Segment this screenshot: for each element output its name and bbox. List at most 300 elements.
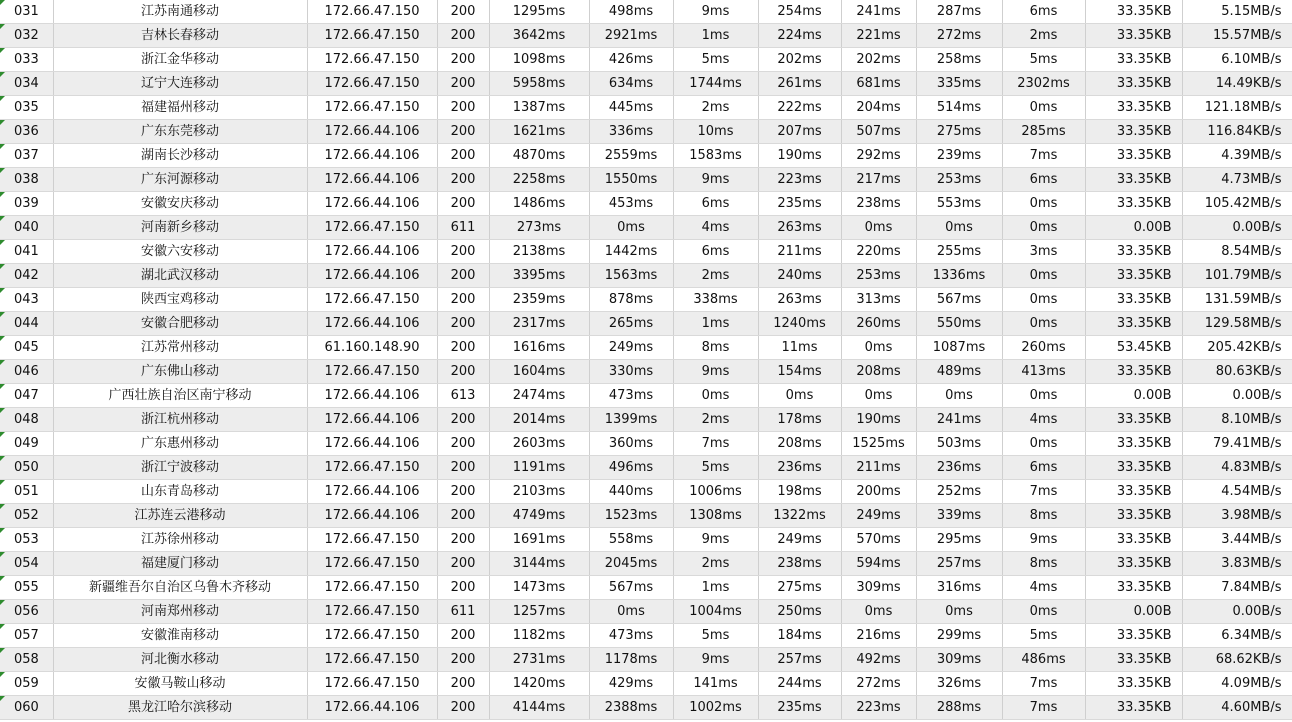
download-speed: 4.09MB/s (1182, 672, 1292, 696)
download-size: 33.35KB (1085, 432, 1182, 456)
download-speed: 4.54MB/s (1182, 480, 1292, 504)
http-status: 200 (437, 312, 489, 336)
redirect-time: 7ms (1002, 480, 1085, 504)
http-status: 200 (437, 408, 489, 432)
resolved-ip: 172.66.47.150 (307, 528, 437, 552)
ssl-time: 0ms (841, 384, 916, 408)
download-size: 33.35KB (1085, 456, 1182, 480)
download-size: 33.35KB (1085, 24, 1182, 48)
resolved-ip: 61.160.148.90 (307, 336, 437, 360)
resolved-ip: 172.66.44.106 (307, 312, 437, 336)
table-row[interactable] (0, 552, 1292, 576)
ssl-time: 0ms (841, 600, 916, 624)
node-name: 江苏南通移动 (53, 0, 307, 24)
http-status: 200 (437, 192, 489, 216)
redirect-time: 0ms (1002, 312, 1085, 336)
connect-time: 2ms (673, 408, 758, 432)
connect-time: 1ms (673, 24, 758, 48)
download-time: 0ms (916, 600, 1002, 624)
resolve-time: 445ms (589, 96, 673, 120)
resolve-time: 330ms (589, 360, 673, 384)
table-row[interactable] (0, 624, 1292, 648)
http-status: 200 (437, 96, 489, 120)
download-speed: 6.34MB/s (1182, 624, 1292, 648)
total-time: 3144ms (489, 552, 589, 576)
ssl-time: 216ms (841, 624, 916, 648)
download-speed: 4.73MB/s (1182, 168, 1292, 192)
row-id: 056 (0, 600, 53, 624)
first-byte-time: 11ms (758, 336, 841, 360)
first-byte-time: 250ms (758, 600, 841, 624)
download-speed: 116.84KB/s (1182, 120, 1292, 144)
total-time: 1191ms (489, 456, 589, 480)
connect-time: 338ms (673, 288, 758, 312)
table-row[interactable] (0, 96, 1292, 120)
connect-time: 9ms (673, 648, 758, 672)
download-size: 33.35KB (1085, 480, 1182, 504)
download-size: 33.35KB (1085, 288, 1182, 312)
row-id: 051 (0, 480, 53, 504)
node-name: 吉林长春移动 (53, 24, 307, 48)
node-name: 浙江金华移动 (53, 48, 307, 72)
download-time: 239ms (916, 144, 1002, 168)
ssl-time: 208ms (841, 360, 916, 384)
download-time: 514ms (916, 96, 1002, 120)
first-byte-time: 0ms (758, 384, 841, 408)
ssl-time: 681ms (841, 72, 916, 96)
ssl-time: 204ms (841, 96, 916, 120)
first-byte-time: 240ms (758, 264, 841, 288)
ssl-time: 0ms (841, 216, 916, 240)
redirect-time: 260ms (1002, 336, 1085, 360)
total-time: 1295ms (489, 0, 589, 24)
resolve-time: 1442ms (589, 240, 673, 264)
download-size: 53.45KB (1085, 336, 1182, 360)
row-id: 043 (0, 288, 53, 312)
resolved-ip: 172.66.47.150 (307, 0, 437, 24)
table-row[interactable] (0, 648, 1292, 672)
ssl-time: 272ms (841, 672, 916, 696)
node-name: 安徽安庆移动 (53, 192, 307, 216)
http-status: 200 (437, 528, 489, 552)
http-status: 200 (437, 360, 489, 384)
table-row[interactable] (0, 576, 1292, 600)
row-id: 044 (0, 312, 53, 336)
http-status: 200 (437, 576, 489, 600)
table-row[interactable] (0, 144, 1292, 168)
ssl-time: 238ms (841, 192, 916, 216)
http-status: 200 (437, 24, 489, 48)
row-id: 033 (0, 48, 53, 72)
redirect-time: 9ms (1002, 528, 1085, 552)
first-byte-time: 263ms (758, 288, 841, 312)
row-id: 036 (0, 120, 53, 144)
first-byte-time: 235ms (758, 696, 841, 720)
total-time: 3642ms (489, 24, 589, 48)
download-size: 33.35KB (1085, 360, 1182, 384)
download-time: 257ms (916, 552, 1002, 576)
row-id: 047 (0, 384, 53, 408)
http-status: 200 (437, 624, 489, 648)
table-row[interactable] (0, 72, 1292, 96)
resolve-time: 634ms (589, 72, 673, 96)
node-name: 安徽六安移动 (53, 240, 307, 264)
node-name: 广东东莞移动 (53, 120, 307, 144)
download-speed: 7.84MB/s (1182, 576, 1292, 600)
first-byte-time: 207ms (758, 120, 841, 144)
resolved-ip: 172.66.47.150 (307, 72, 437, 96)
redirect-time: 7ms (1002, 144, 1085, 168)
redirect-time: 7ms (1002, 672, 1085, 696)
download-time: 275ms (916, 120, 1002, 144)
node-name: 辽宁大连移动 (53, 72, 307, 96)
node-name: 安徽淮南移动 (53, 624, 307, 648)
download-speed: 15.57MB/s (1182, 24, 1292, 48)
http-status: 200 (437, 0, 489, 24)
redirect-time: 0ms (1002, 216, 1085, 240)
download-speed: 6.10MB/s (1182, 48, 1292, 72)
resolved-ip: 172.66.44.106 (307, 264, 437, 288)
download-size: 0.00B (1085, 600, 1182, 624)
first-byte-time: 261ms (758, 72, 841, 96)
table-row[interactable] (0, 0, 1292, 24)
total-time: 1621ms (489, 120, 589, 144)
total-time: 1473ms (489, 576, 589, 600)
row-id: 057 (0, 624, 53, 648)
http-status: 200 (437, 120, 489, 144)
download-time: 299ms (916, 624, 1002, 648)
download-time: 295ms (916, 528, 1002, 552)
download-time: 0ms (916, 384, 1002, 408)
redirect-time: 0ms (1002, 264, 1085, 288)
connect-time: 1004ms (673, 600, 758, 624)
connect-time: 5ms (673, 456, 758, 480)
redirect-time: 0ms (1002, 600, 1085, 624)
resolved-ip: 172.66.44.106 (307, 144, 437, 168)
http-status: 611 (437, 600, 489, 624)
redirect-time: 486ms (1002, 648, 1085, 672)
redirect-time: 5ms (1002, 624, 1085, 648)
total-time: 5958ms (489, 72, 589, 96)
ssl-time: 253ms (841, 264, 916, 288)
ssl-time: 223ms (841, 696, 916, 720)
ssl-time: 217ms (841, 168, 916, 192)
resolve-time: 1563ms (589, 264, 673, 288)
download-speed: 129.58MB/s (1182, 312, 1292, 336)
row-id: 045 (0, 336, 53, 360)
first-byte-time: 224ms (758, 24, 841, 48)
download-time: 1336ms (916, 264, 1002, 288)
download-time: 1087ms (916, 336, 1002, 360)
redirect-time: 0ms (1002, 192, 1085, 216)
download-size: 33.35KB (1085, 168, 1182, 192)
download-speed: 8.54MB/s (1182, 240, 1292, 264)
redirect-time: 8ms (1002, 504, 1085, 528)
row-id: 053 (0, 528, 53, 552)
download-time: 489ms (916, 360, 1002, 384)
table-row[interactable] (0, 192, 1292, 216)
http-status: 200 (437, 696, 489, 720)
http-status: 200 (437, 672, 489, 696)
download-speed: 0.00B/s (1182, 216, 1292, 240)
ssl-time: 594ms (841, 552, 916, 576)
download-speed: 79.41MB/s (1182, 432, 1292, 456)
row-id: 041 (0, 240, 53, 264)
table-row[interactable] (0, 456, 1292, 480)
download-size: 33.35KB (1085, 240, 1182, 264)
table-row[interactable] (0, 336, 1292, 360)
row-id: 031 (0, 0, 53, 24)
download-size: 33.35KB (1085, 504, 1182, 528)
node-name: 黑龙江哈尔滨移动 (53, 696, 307, 720)
connect-time: 2ms (673, 264, 758, 288)
table-row[interactable] (0, 312, 1292, 336)
total-time: 1604ms (489, 360, 589, 384)
connect-time: 2ms (673, 96, 758, 120)
table-row[interactable] (0, 696, 1292, 720)
ssl-time: 0ms (841, 336, 916, 360)
resolved-ip: 172.66.47.150 (307, 216, 437, 240)
download-time: 503ms (916, 432, 1002, 456)
connect-time: 1308ms (673, 504, 758, 528)
download-speed: 8.10MB/s (1182, 408, 1292, 432)
row-id: 040 (0, 216, 53, 240)
resolved-ip: 172.66.47.150 (307, 576, 437, 600)
connect-time: 1ms (673, 576, 758, 600)
table-row[interactable] (0, 168, 1292, 192)
total-time: 1182ms (489, 624, 589, 648)
download-time: 335ms (916, 72, 1002, 96)
connect-time: 1744ms (673, 72, 758, 96)
total-time: 2474ms (489, 384, 589, 408)
ssl-time: 313ms (841, 288, 916, 312)
resolved-ip: 172.66.47.150 (307, 48, 437, 72)
row-id: 039 (0, 192, 53, 216)
resolve-time: 1550ms (589, 168, 673, 192)
download-size: 33.35KB (1085, 312, 1182, 336)
first-byte-time: 254ms (758, 0, 841, 24)
download-speed: 68.62KB/s (1182, 648, 1292, 672)
http-status: 200 (437, 504, 489, 528)
http-status: 200 (437, 168, 489, 192)
node-name: 江苏常州移动 (53, 336, 307, 360)
total-time: 2317ms (489, 312, 589, 336)
first-byte-time: 184ms (758, 624, 841, 648)
table-row[interactable] (0, 408, 1292, 432)
ssl-time: 241ms (841, 0, 916, 24)
table-row[interactable] (0, 216, 1292, 240)
resolve-time: 2559ms (589, 144, 673, 168)
download-time: 288ms (916, 696, 1002, 720)
http-status: 200 (437, 288, 489, 312)
ssl-time: 492ms (841, 648, 916, 672)
table-row[interactable] (0, 528, 1292, 552)
redirect-time: 0ms (1002, 432, 1085, 456)
download-speed: 4.39MB/s (1182, 144, 1292, 168)
node-name: 广西壮族自治区南宁移动 (53, 384, 307, 408)
resolve-time: 249ms (589, 336, 673, 360)
redirect-time: 0ms (1002, 96, 1085, 120)
table-row[interactable] (0, 240, 1292, 264)
download-speed: 105.42MB/s (1182, 192, 1292, 216)
table-row[interactable] (0, 384, 1292, 408)
http-status: 200 (437, 552, 489, 576)
download-size: 33.35KB (1085, 576, 1182, 600)
resolved-ip: 172.66.44.106 (307, 432, 437, 456)
resolve-time: 440ms (589, 480, 673, 504)
table-row[interactable] (0, 360, 1292, 384)
connect-time: 141ms (673, 672, 758, 696)
first-byte-time: 263ms (758, 216, 841, 240)
resolve-time: 265ms (589, 312, 673, 336)
resolved-ip: 172.66.47.150 (307, 360, 437, 384)
resolve-time: 1523ms (589, 504, 673, 528)
download-time: 255ms (916, 240, 1002, 264)
resolved-ip: 172.66.47.150 (307, 552, 437, 576)
row-id: 046 (0, 360, 53, 384)
download-time: 316ms (916, 576, 1002, 600)
redirect-time: 2302ms (1002, 72, 1085, 96)
redirect-time: 6ms (1002, 456, 1085, 480)
row-id: 052 (0, 504, 53, 528)
total-time: 2258ms (489, 168, 589, 192)
http-status: 200 (437, 144, 489, 168)
resolved-ip: 172.66.44.106 (307, 384, 437, 408)
download-time: 252ms (916, 480, 1002, 504)
ssl-time: 260ms (841, 312, 916, 336)
connect-time: 1583ms (673, 144, 758, 168)
row-id: 035 (0, 96, 53, 120)
total-time: 2731ms (489, 648, 589, 672)
resolve-time: 567ms (589, 576, 673, 600)
download-size: 33.35KB (1085, 696, 1182, 720)
download-size: 33.35KB (1085, 528, 1182, 552)
redirect-time: 3ms (1002, 240, 1085, 264)
node-name: 河南新乡移动 (53, 216, 307, 240)
table-row[interactable] (0, 48, 1292, 72)
download-speed: 3.83MB/s (1182, 552, 1292, 576)
http-status: 200 (437, 480, 489, 504)
download-time: 241ms (916, 408, 1002, 432)
row-id: 038 (0, 168, 53, 192)
total-time: 1257ms (489, 600, 589, 624)
table-row[interactable] (0, 480, 1292, 504)
total-time: 2359ms (489, 288, 589, 312)
resolved-ip: 172.66.47.150 (307, 600, 437, 624)
download-size: 33.35KB (1085, 120, 1182, 144)
resolved-ip: 172.66.44.106 (307, 192, 437, 216)
node-name: 陕西宝鸡移动 (53, 288, 307, 312)
download-time: 258ms (916, 48, 1002, 72)
connect-time: 2ms (673, 552, 758, 576)
node-name: 江苏连云港移动 (53, 504, 307, 528)
ssl-time: 190ms (841, 408, 916, 432)
connect-time: 7ms (673, 432, 758, 456)
row-id: 055 (0, 576, 53, 600)
resolve-time: 0ms (589, 216, 673, 240)
node-name: 广东河源移动 (53, 168, 307, 192)
ssl-time: 309ms (841, 576, 916, 600)
connect-time: 9ms (673, 528, 758, 552)
row-id: 050 (0, 456, 53, 480)
resolve-time: 429ms (589, 672, 673, 696)
row-id: 034 (0, 72, 53, 96)
connect-time: 1ms (673, 312, 758, 336)
resolve-time: 2388ms (589, 696, 673, 720)
download-size: 33.35KB (1085, 552, 1182, 576)
connect-time: 5ms (673, 48, 758, 72)
total-time: 1691ms (489, 528, 589, 552)
redirect-time: 6ms (1002, 0, 1085, 24)
download-speed: 5.15MB/s (1182, 0, 1292, 24)
total-time: 3395ms (489, 264, 589, 288)
total-time: 2014ms (489, 408, 589, 432)
resolve-time: 2921ms (589, 24, 673, 48)
download-size: 33.35KB (1085, 264, 1182, 288)
http-status: 200 (437, 648, 489, 672)
resolved-ip: 172.66.44.106 (307, 480, 437, 504)
table-row[interactable] (0, 288, 1292, 312)
download-time: 567ms (916, 288, 1002, 312)
node-name: 福建福州移动 (53, 96, 307, 120)
table-row[interactable] (0, 264, 1292, 288)
node-name: 河北衡水移动 (53, 648, 307, 672)
table-row[interactable] (0, 120, 1292, 144)
first-byte-time: 198ms (758, 480, 841, 504)
node-name: 广东惠州移动 (53, 432, 307, 456)
resolved-ip: 172.66.47.150 (307, 456, 437, 480)
download-size: 33.35KB (1085, 624, 1182, 648)
resolve-time: 558ms (589, 528, 673, 552)
download-speed: 205.42KB/s (1182, 336, 1292, 360)
download-speed: 101.79MB/s (1182, 264, 1292, 288)
resolved-ip: 172.66.47.150 (307, 24, 437, 48)
connect-time: 5ms (673, 624, 758, 648)
first-byte-time: 1240ms (758, 312, 841, 336)
resolved-ip: 172.66.44.106 (307, 408, 437, 432)
http-status: 200 (437, 240, 489, 264)
first-byte-time: 249ms (758, 528, 841, 552)
download-size: 33.35KB (1085, 192, 1182, 216)
ssl-time: 211ms (841, 456, 916, 480)
resolve-time: 1178ms (589, 648, 673, 672)
node-name: 安徽合肥移动 (53, 312, 307, 336)
redirect-time: 8ms (1002, 552, 1085, 576)
resolve-time: 496ms (589, 456, 673, 480)
connect-time: 6ms (673, 192, 758, 216)
resolved-ip: 172.66.47.150 (307, 624, 437, 648)
connect-time: 8ms (673, 336, 758, 360)
total-time: 1486ms (489, 192, 589, 216)
total-time: 4749ms (489, 504, 589, 528)
redirect-time: 2ms (1002, 24, 1085, 48)
table-row[interactable] (0, 432, 1292, 456)
download-speed: 121.18MB/s (1182, 96, 1292, 120)
table-row[interactable] (0, 600, 1292, 624)
resolve-time: 498ms (589, 0, 673, 24)
redirect-time: 5ms (1002, 48, 1085, 72)
table-row[interactable] (0, 672, 1292, 696)
resolve-time: 0ms (589, 600, 673, 624)
table-row[interactable] (0, 24, 1292, 48)
http-status: 200 (437, 456, 489, 480)
resolve-time: 1399ms (589, 408, 673, 432)
table-row[interactable] (0, 504, 1292, 528)
redirect-time: 6ms (1002, 168, 1085, 192)
resolved-ip: 172.66.44.106 (307, 168, 437, 192)
redirect-time: 4ms (1002, 408, 1085, 432)
row-id: 049 (0, 432, 53, 456)
